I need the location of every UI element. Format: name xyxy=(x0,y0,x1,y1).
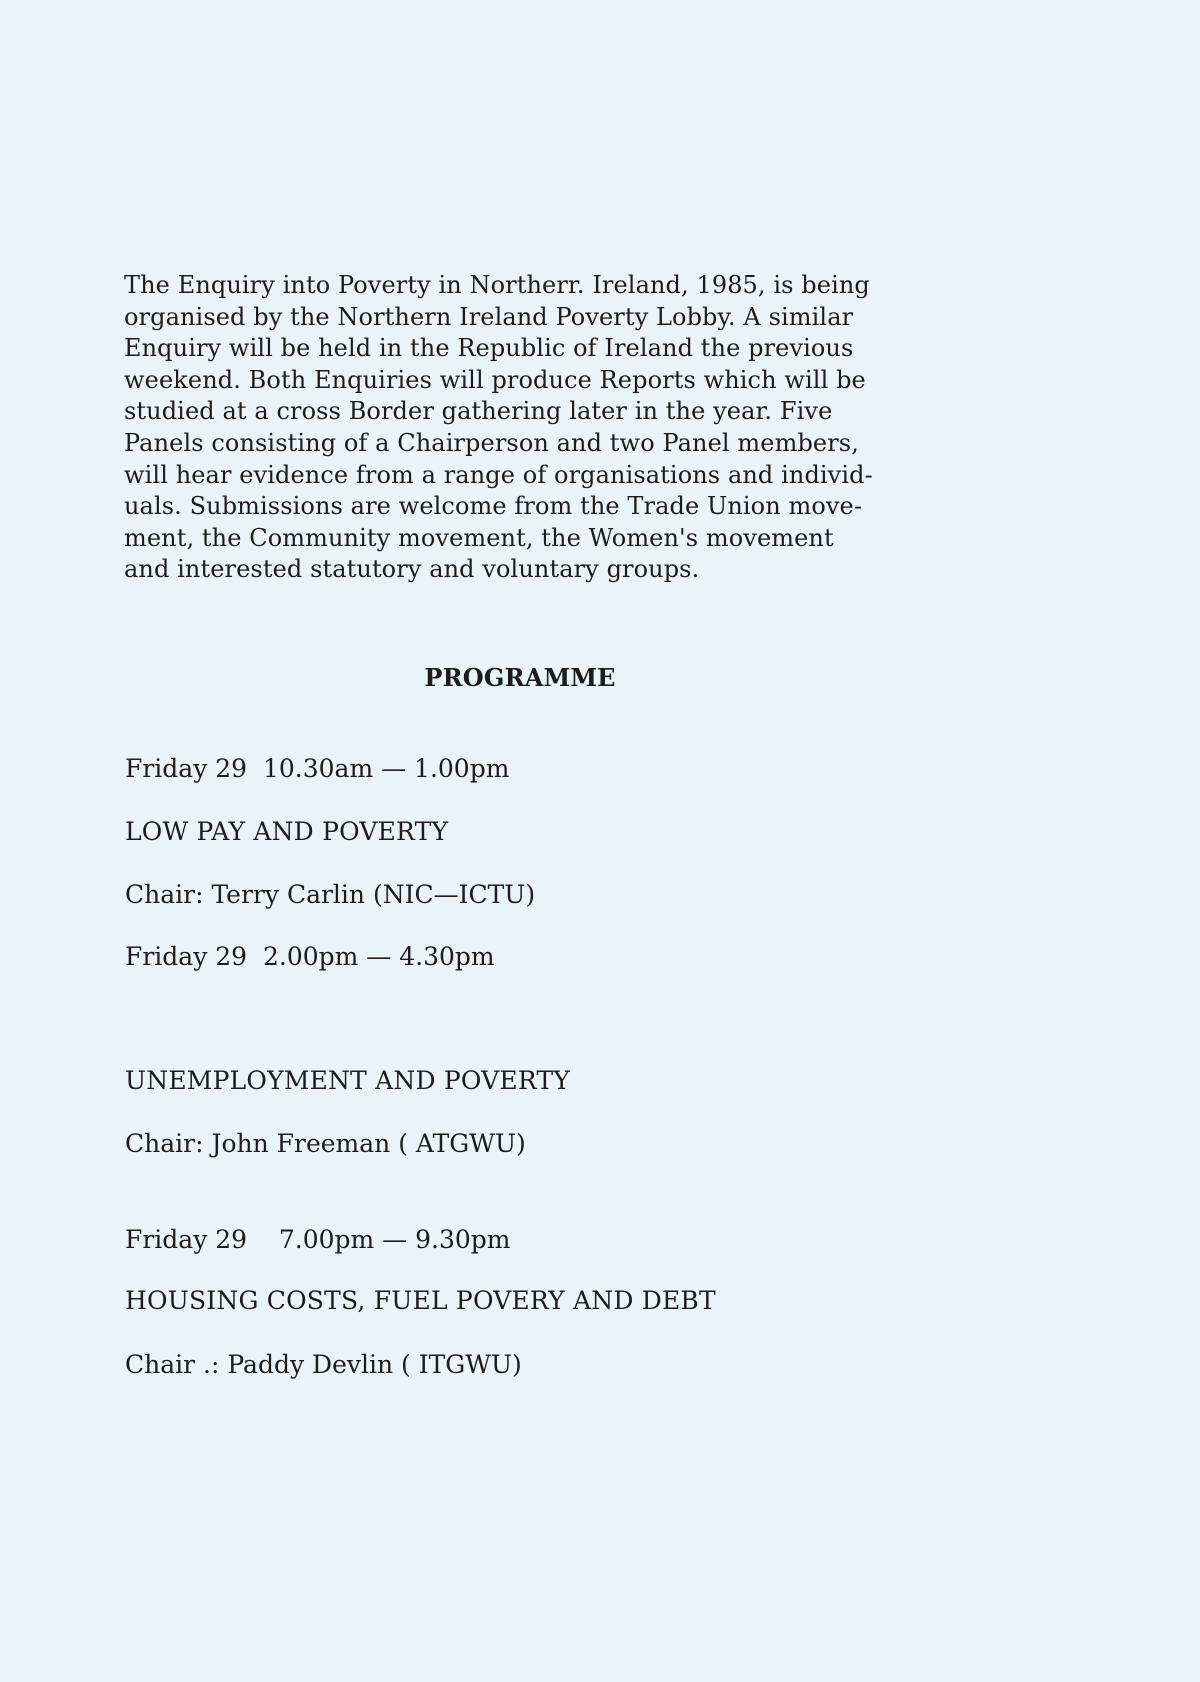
intro-line: ment, the Community movement, the Women's movement xyxy=(124,523,834,552)
session-3-chair: Chair .: Paddy Devlin ( ITGWU) xyxy=(125,1350,522,1379)
session-1-time: Friday 29 10.30am — 1.00pm xyxy=(125,754,510,783)
programme-heading: PROGRAMME xyxy=(424,663,616,692)
session-1-title: LOW PAY AND POVERTY xyxy=(125,817,449,846)
session-3-time: Friday 29 7.00pm — 9.30pm xyxy=(125,1225,511,1254)
intro-paragraph xyxy=(124,270,984,586)
intro-line: will hear evidence from a range of organisations and individ- xyxy=(124,460,873,489)
intro-line: uals. Submissions are welcome from the Trade Union move- xyxy=(124,492,863,521)
intro-line: Enquiry will be held in the Republic of Ireland the previous xyxy=(124,334,854,363)
intro-line: organised by the Northern Ireland Poverty Lobby. A similar xyxy=(124,302,854,331)
session-2-chair: Chair: John Freeman ( ATGWU) xyxy=(125,1129,526,1158)
session-2-time: Friday 29 2.00pm — 4.30pm xyxy=(125,942,495,971)
intro-line: studied at a cross Border gathering later in the year. Five xyxy=(124,397,833,426)
intro-line: Panels consisting of a Chairperson and two Panel members, xyxy=(124,428,859,457)
session-3-title: HOUSING COSTS, FUEL POVERY AND DEBT xyxy=(125,1286,716,1315)
session-1-chair: Chair: Terry Carlin (NIC—ICTU) xyxy=(125,880,536,909)
intro-line: and interested statutory and voluntary groups. xyxy=(124,555,700,584)
intro-line: weekend. Both Enquiries will produce Reports which will be xyxy=(124,365,866,394)
intro-line: The Enquiry into Poverty in Northerr. Ireland, 1985, is being xyxy=(124,271,870,299)
session-2-title: UNEMPLOYMENT AND POVERTY xyxy=(125,1066,571,1095)
